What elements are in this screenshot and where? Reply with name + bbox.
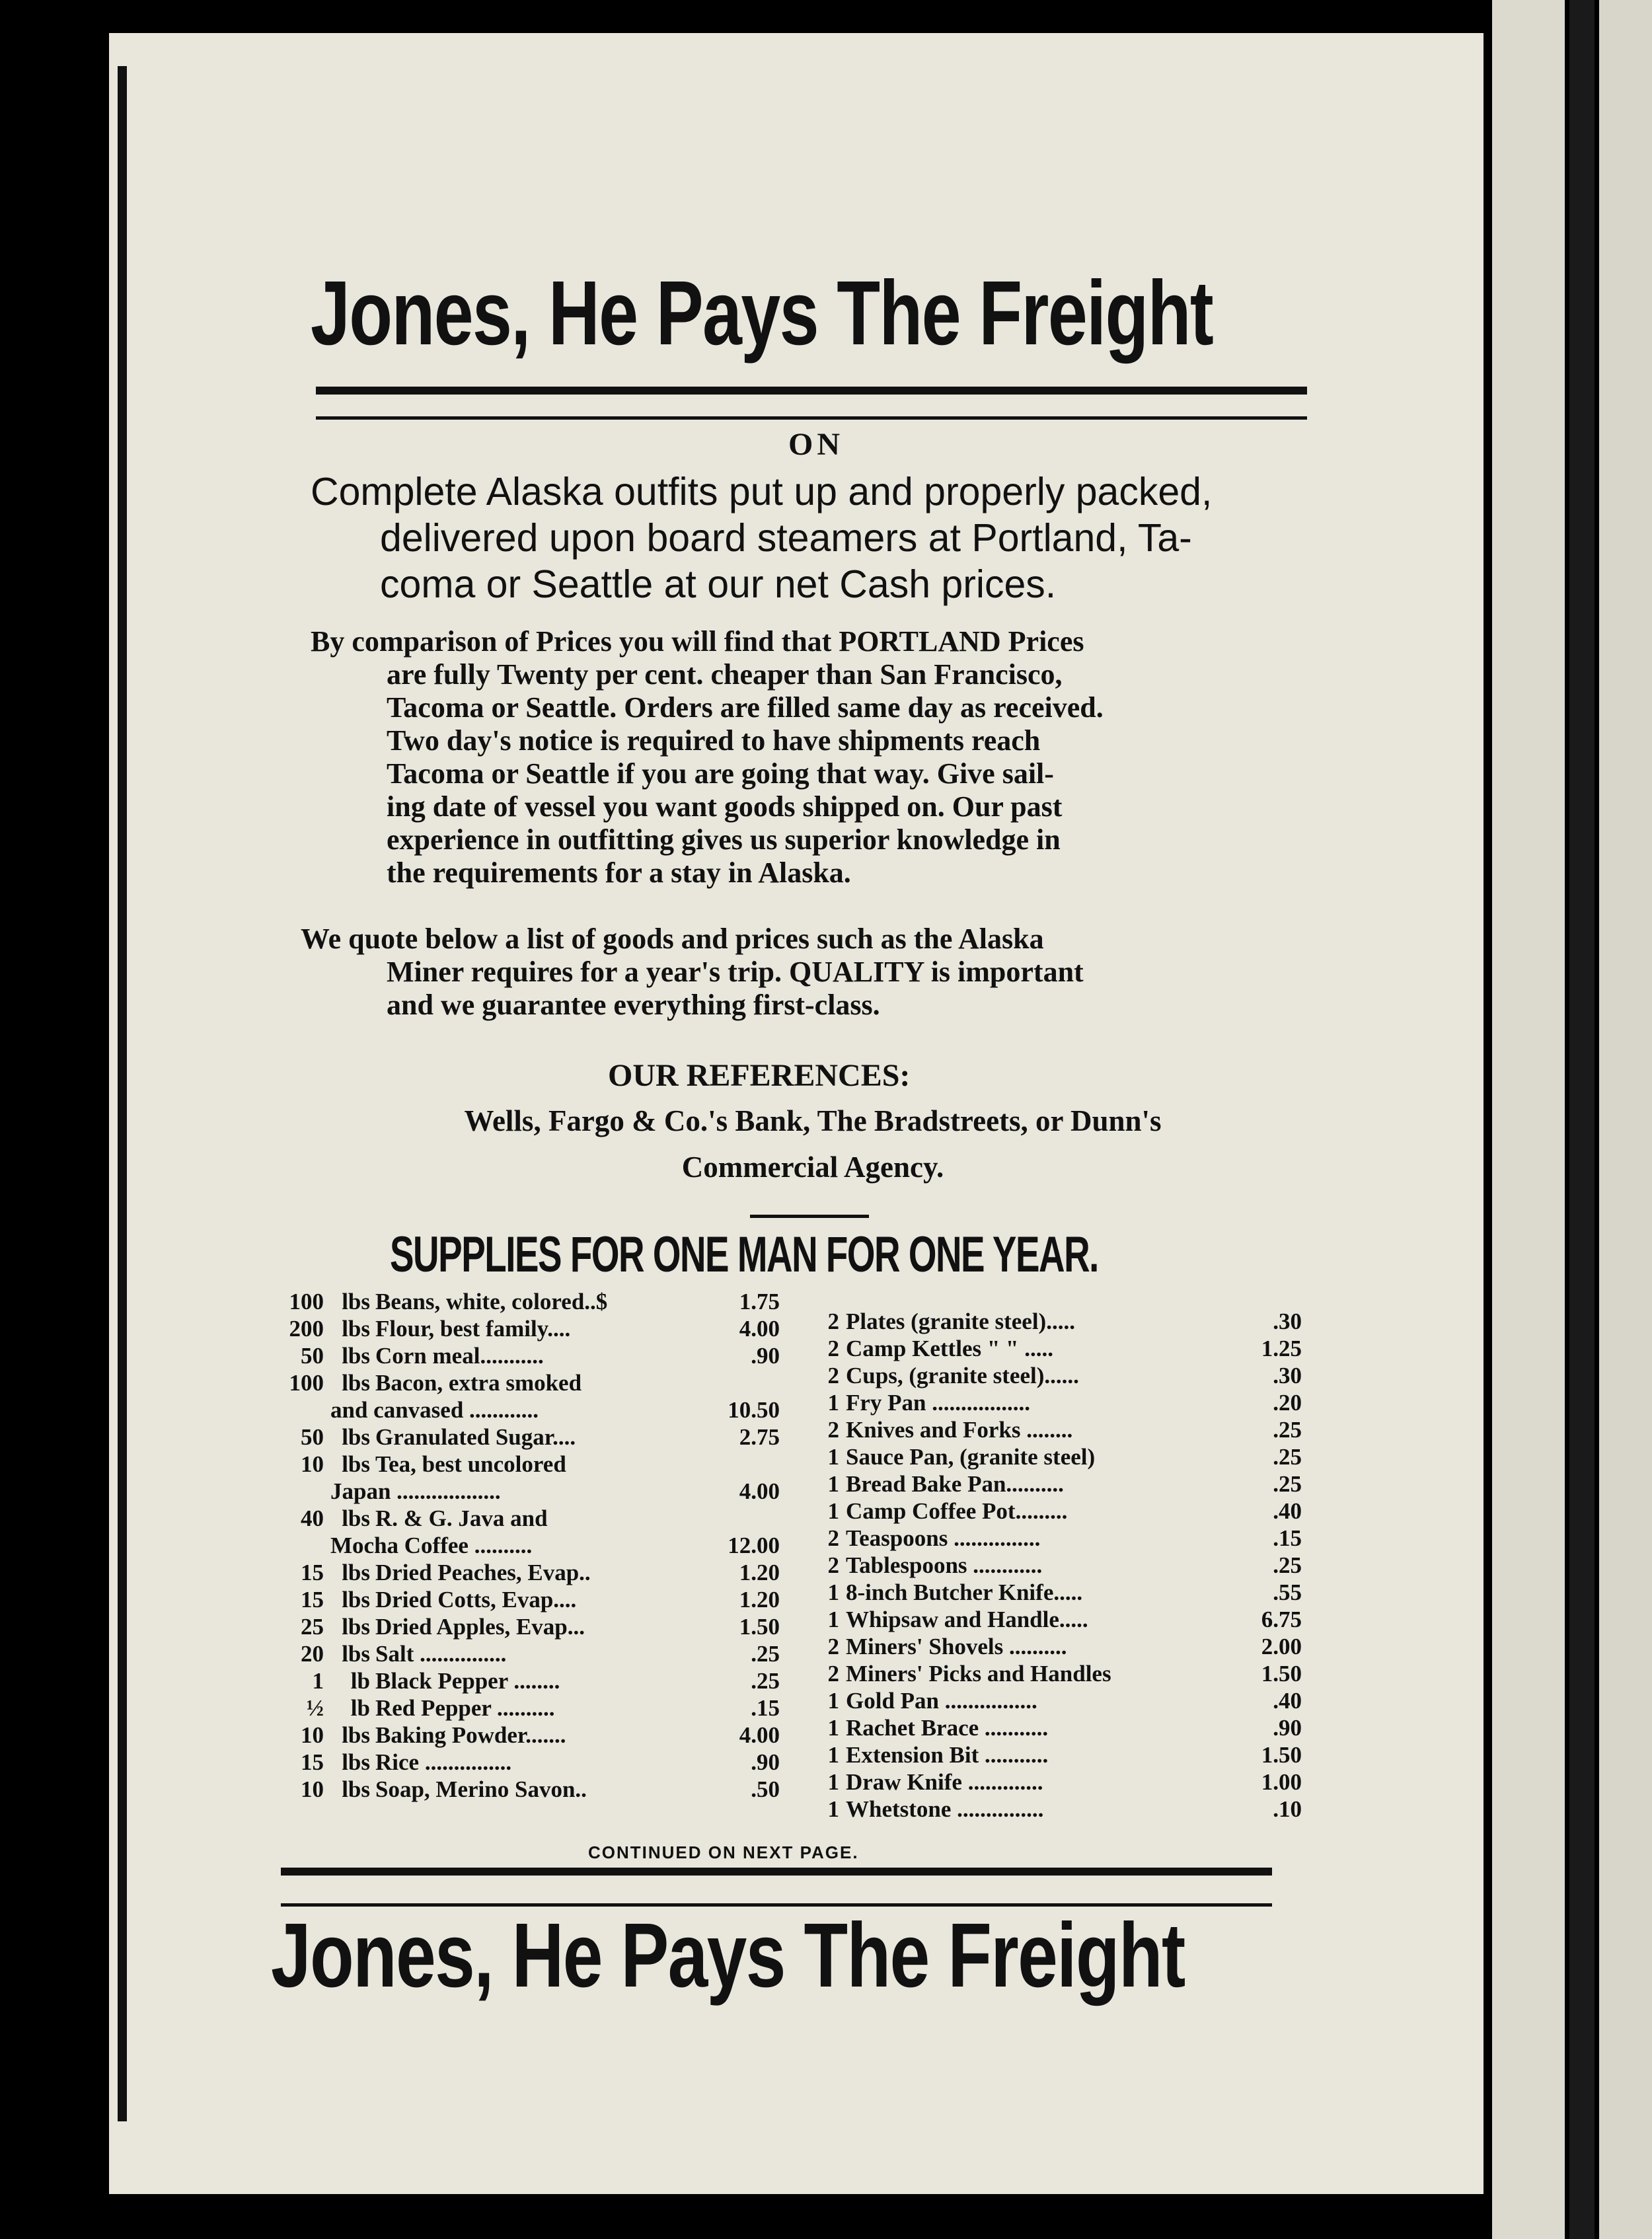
supply-item: Rice ............... <box>375 1749 512 1775</box>
supply-qty: 10 <box>301 1776 324 1802</box>
supply-row-continued <box>264 1533 780 1560</box>
supply-row <box>264 1289 780 1316</box>
supply-item: Whipsaw and Handle..... <box>846 1607 1088 1632</box>
supply-row <box>813 1607 1302 1634</box>
supply-qty: 100 <box>289 1289 324 1314</box>
supply-price: .25 <box>751 1641 780 1667</box>
supply-item: Soap, Merino Savon.. <box>375 1776 587 1802</box>
supply-qty: 1 <box>827 1471 839 1497</box>
supply-qty: 1 <box>827 1579 839 1605</box>
supply-row <box>264 1722 780 1749</box>
supply-price: .90 <box>1273 1715 1302 1741</box>
supply-price: .90 <box>751 1749 780 1775</box>
supply-qty: 1 <box>827 1688 839 1714</box>
supply-qty: 20 <box>301 1641 324 1667</box>
supply-row <box>813 1309 1302 1336</box>
adjacent-page-strip <box>1492 0 1565 2239</box>
page-left-border <box>118 66 127 2121</box>
supply-item: Rachet Brace ........... <box>846 1715 1049 1741</box>
supply-row <box>813 1688 1302 1715</box>
supply-item: Flour, best family.... <box>375 1316 571 1342</box>
supplies-heading: SUPPLIES FOR ONE MAN FOR ONE YEAR. <box>390 1227 1098 1283</box>
intro-line-2: delivered upon board steamers at Portland, Ta- <box>380 516 1192 560</box>
intro-line-1: Complete Alaska outfits put up and properly packed, <box>311 470 1213 513</box>
supply-price: .20 <box>1273 1390 1302 1416</box>
supply-qty: 2 <box>827 1309 839 1334</box>
supply-qty: 40 <box>301 1505 324 1531</box>
supply-qty: 2 <box>827 1634 839 1659</box>
supply-price: .40 <box>1273 1688 1302 1714</box>
supply-qty: 1 <box>827 1715 839 1741</box>
paragraph-1-line-3: Tacoma or Seattle. Orders are filled same day as received. <box>387 691 1104 724</box>
supply-qty: 1 <box>827 1769 839 1795</box>
supply-qty: 2 <box>827 1363 839 1388</box>
supply-item: Dried Cotts, Evap.... <box>375 1587 577 1613</box>
adjacent-page-border <box>1569 0 1595 2239</box>
supply-row <box>813 1634 1302 1661</box>
supply-qty: 200 <box>289 1316 324 1342</box>
supply-qty: 100 <box>289 1370 324 1396</box>
supply-unit: lbs <box>342 1343 370 1369</box>
supply-price: 4.00 <box>739 1316 780 1342</box>
supply-row <box>264 1776 780 1803</box>
supply-row <box>264 1343 780 1370</box>
supply-unit: lbs <box>342 1641 370 1667</box>
supply-qty: 10 <box>301 1722 324 1748</box>
supply-row <box>813 1579 1302 1607</box>
supply-row <box>813 1471 1302 1498</box>
supply-row <box>813 1336 1302 1363</box>
supply-item: Bread Bake Pan.......... <box>846 1471 1064 1497</box>
supply-item: Camp Kettles " " ..... <box>846 1336 1053 1361</box>
supply-row <box>264 1451 780 1478</box>
supply-price: 1.20 <box>739 1560 780 1585</box>
supply-price: .25 <box>1273 1552 1302 1578</box>
supply-price: 2.00 <box>1261 1634 1302 1659</box>
supply-unit: lbs <box>342 1722 370 1748</box>
supply-row <box>813 1715 1302 1742</box>
supply-row <box>813 1661 1302 1688</box>
supply-price: 1.00 <box>1261 1769 1302 1795</box>
supply-qty: 10 <box>301 1451 324 1477</box>
supply-item: Corn meal........... <box>375 1343 544 1369</box>
supply-unit: lb <box>350 1695 370 1721</box>
supply-unit: lbs <box>342 1316 370 1342</box>
supply-unit: lbs <box>342 1560 370 1585</box>
footer-rule-thick <box>281 1868 1272 1876</box>
supply-qty: 50 <box>301 1343 324 1369</box>
supply-unit: lbs <box>342 1370 370 1396</box>
supplies-right-column <box>813 1309 1302 1823</box>
supply-item: Granulated Sugar.... <box>375 1424 576 1450</box>
supply-qty: 2 <box>827 1525 839 1551</box>
supply-row <box>264 1505 780 1533</box>
supply-item: Plates (granite steel)..... <box>846 1309 1075 1334</box>
supply-qty: 15 <box>301 1587 324 1613</box>
supply-item: Mocha Coffee .......... <box>330 1533 533 1558</box>
supply-qty: 2 <box>827 1661 839 1687</box>
supply-price: .10 <box>1273 1796 1302 1822</box>
supply-price: .55 <box>1273 1579 1302 1605</box>
adjacent-page-edge <box>1599 0 1652 2239</box>
supply-item: Japan .................. <box>330 1478 501 1504</box>
supply-row <box>813 1417 1302 1444</box>
supply-row <box>264 1370 780 1397</box>
supply-qty: 1 <box>827 1742 839 1768</box>
supply-row-continued <box>264 1397 780 1424</box>
supply-price: 1.50 <box>1261 1742 1302 1768</box>
supply-item: Salt ............... <box>375 1641 507 1667</box>
supply-item: 8-inch Butcher Knife..... <box>846 1579 1083 1605</box>
supply-unit: lb <box>350 1668 370 1694</box>
supply-price: 1.50 <box>739 1614 780 1640</box>
supply-item: Miners' Picks and Handles <box>846 1661 1111 1687</box>
header-title: Jones, He Pays The Freight <box>311 262 1213 364</box>
supply-unit: lbs <box>342 1587 370 1613</box>
supply-price: 4.00 <box>739 1478 780 1504</box>
supply-price: .25 <box>751 1668 780 1694</box>
supply-item: Fry Pan ................. <box>846 1390 1031 1416</box>
supply-row <box>813 1769 1302 1796</box>
supply-item: Dried Peaches, Evap.. <box>375 1560 591 1585</box>
supply-price: 10.50 <box>728 1397 780 1423</box>
on-label: ON <box>788 427 844 462</box>
supply-price: .40 <box>1273 1498 1302 1524</box>
supply-price: 12.00 <box>728 1533 780 1558</box>
supply-qty: 1 <box>827 1796 839 1822</box>
supply-price: 1.75 <box>739 1289 780 1314</box>
paragraph-2-line-2: Miner requires for a year's trip. QUALITY is important <box>387 956 1084 988</box>
paragraph-1-line-2: are fully Twenty per cent. cheaper than San Francisco, <box>387 658 1063 691</box>
supply-item: Draw Knife ............. <box>846 1769 1043 1795</box>
supply-unit: lbs <box>342 1424 370 1450</box>
supply-price: 6.75 <box>1261 1607 1302 1632</box>
supply-unit: lbs <box>342 1451 370 1477</box>
footer-title: Jones, He Pays The Freight <box>271 1905 1185 2006</box>
supply-qty: 1 <box>827 1390 839 1416</box>
supply-price: 1.20 <box>739 1587 780 1613</box>
supply-qty: ½ <box>306 1695 324 1721</box>
supply-item: Sauce Pan, (granite steel) <box>846 1444 1096 1470</box>
supply-price: .25 <box>1273 1444 1302 1470</box>
supply-item: Tea, best uncolored <box>375 1451 566 1477</box>
paragraph-1-line-4: Two day's notice is required to have shipments reach <box>387 724 1041 757</box>
supply-row <box>813 1498 1302 1525</box>
paragraph-2-line-3: and we guarantee everything first-class. <box>387 989 880 1021</box>
supply-row <box>264 1695 780 1722</box>
supply-price: .25 <box>1273 1471 1302 1497</box>
supply-qty: 25 <box>301 1614 324 1640</box>
supply-item: Knives and Forks ........ <box>846 1417 1073 1443</box>
paragraph-1-line-5: Tacoma or Seattle if you are going that way. Give sail- <box>387 757 1054 790</box>
supply-price: .15 <box>751 1695 780 1721</box>
supply-qty: 1 <box>312 1668 324 1694</box>
paragraph-1-line-7: experience in outfitting gives us superior knowledge in <box>387 823 1061 856</box>
supply-row <box>264 1587 780 1614</box>
header-rule-thin <box>316 416 1307 420</box>
supply-row <box>813 1796 1302 1823</box>
paragraph-1-line-1: By comparison of Prices you will find that PORTLAND Prices <box>311 625 1084 658</box>
supply-unit: lbs <box>342 1776 370 1802</box>
supply-item: Red Pepper .......... <box>375 1695 555 1721</box>
supply-row <box>813 1363 1302 1390</box>
supply-item: Teaspoons ............... <box>846 1525 1041 1551</box>
supply-item: Baking Powder....... <box>375 1722 566 1748</box>
continued-note: CONTINUED ON NEXT PAGE. <box>588 1842 859 1862</box>
supply-row-continued <box>264 1478 780 1505</box>
supply-row <box>264 1316 780 1343</box>
header-rule-thick <box>316 387 1307 395</box>
supply-qty: 50 <box>301 1424 324 1450</box>
supply-qty: 2 <box>827 1552 839 1578</box>
supply-item: Whetstone ............... <box>846 1796 1044 1822</box>
supply-row <box>264 1668 780 1695</box>
supply-item: R. & G. Java and <box>375 1505 548 1531</box>
supply-price: 1.50 <box>1261 1661 1302 1687</box>
supply-item: Black Pepper ........ <box>375 1668 560 1694</box>
supply-qty: 15 <box>301 1560 324 1585</box>
intro-line-3: coma or Seattle at our net Cash prices. <box>380 562 1057 606</box>
supply-row <box>813 1742 1302 1769</box>
supply-unit: lbs <box>342 1505 370 1531</box>
supply-unit: lbs <box>342 1289 370 1314</box>
supply-item: Extension Bit ........... <box>846 1742 1049 1768</box>
supply-price: .25 <box>1273 1417 1302 1443</box>
supply-item: Tablespoons ............ <box>846 1552 1043 1578</box>
supply-qty: 15 <box>301 1749 324 1775</box>
supply-qty: 1 <box>827 1444 839 1470</box>
supply-item: and canvased ............ <box>330 1397 539 1423</box>
supply-qty: 1 <box>827 1498 839 1524</box>
references-divider <box>750 1215 869 1218</box>
supply-price: .30 <box>1273 1309 1302 1334</box>
supply-price: .50 <box>751 1776 780 1802</box>
references-line-2: Commercial Agency. <box>681 1151 944 1184</box>
supply-item: Miners' Shovels .......... <box>846 1634 1067 1659</box>
paragraph-2-line-1: We quote below a list of goods and prices such as the Alaska <box>301 923 1044 955</box>
supply-item: Beans, white, colored..$ <box>375 1289 608 1314</box>
paragraph-1-line-8: the requirements for a stay in Alaska. <box>387 856 851 889</box>
supply-price: 4.00 <box>739 1722 780 1748</box>
supply-item: Bacon, extra smoked <box>375 1370 582 1396</box>
supply-unit: lbs <box>342 1749 370 1775</box>
supply-qty: 2 <box>827 1336 839 1361</box>
supply-row <box>264 1614 780 1641</box>
supply-item: Cups, (granite steel)...... <box>846 1363 1079 1388</box>
supply-row <box>264 1749 780 1776</box>
supply-item: Gold Pan ................ <box>846 1688 1037 1714</box>
supply-price: 2.75 <box>739 1424 780 1450</box>
supply-price: 1.25 <box>1261 1336 1302 1361</box>
supply-item: Dried Apples, Evap... <box>375 1614 585 1640</box>
supply-price: .30 <box>1273 1363 1302 1388</box>
supplies-left-column <box>264 1289 780 1803</box>
supply-row <box>264 1641 780 1668</box>
supply-row <box>813 1552 1302 1579</box>
supply-item: Camp Coffee Pot......... <box>846 1498 1068 1524</box>
supply-row <box>813 1390 1302 1417</box>
references-line-1: Wells, Fargo & Co.'s Bank, The Bradstreets, or Dunn's <box>464 1104 1162 1137</box>
supply-qty: 2 <box>827 1417 839 1443</box>
supply-price: .90 <box>751 1343 780 1369</box>
supply-qty: 1 <box>827 1607 839 1632</box>
supply-unit: lbs <box>342 1614 370 1640</box>
supply-row <box>813 1444 1302 1471</box>
supply-row <box>264 1424 780 1451</box>
paragraph-1-line-6: ing date of vessel you want goods shipped on. Our past <box>387 790 1063 823</box>
supply-row <box>264 1560 780 1587</box>
references-heading: OUR REFERENCES: <box>608 1058 911 1093</box>
supply-row <box>813 1525 1302 1552</box>
supply-price: .15 <box>1273 1525 1302 1551</box>
